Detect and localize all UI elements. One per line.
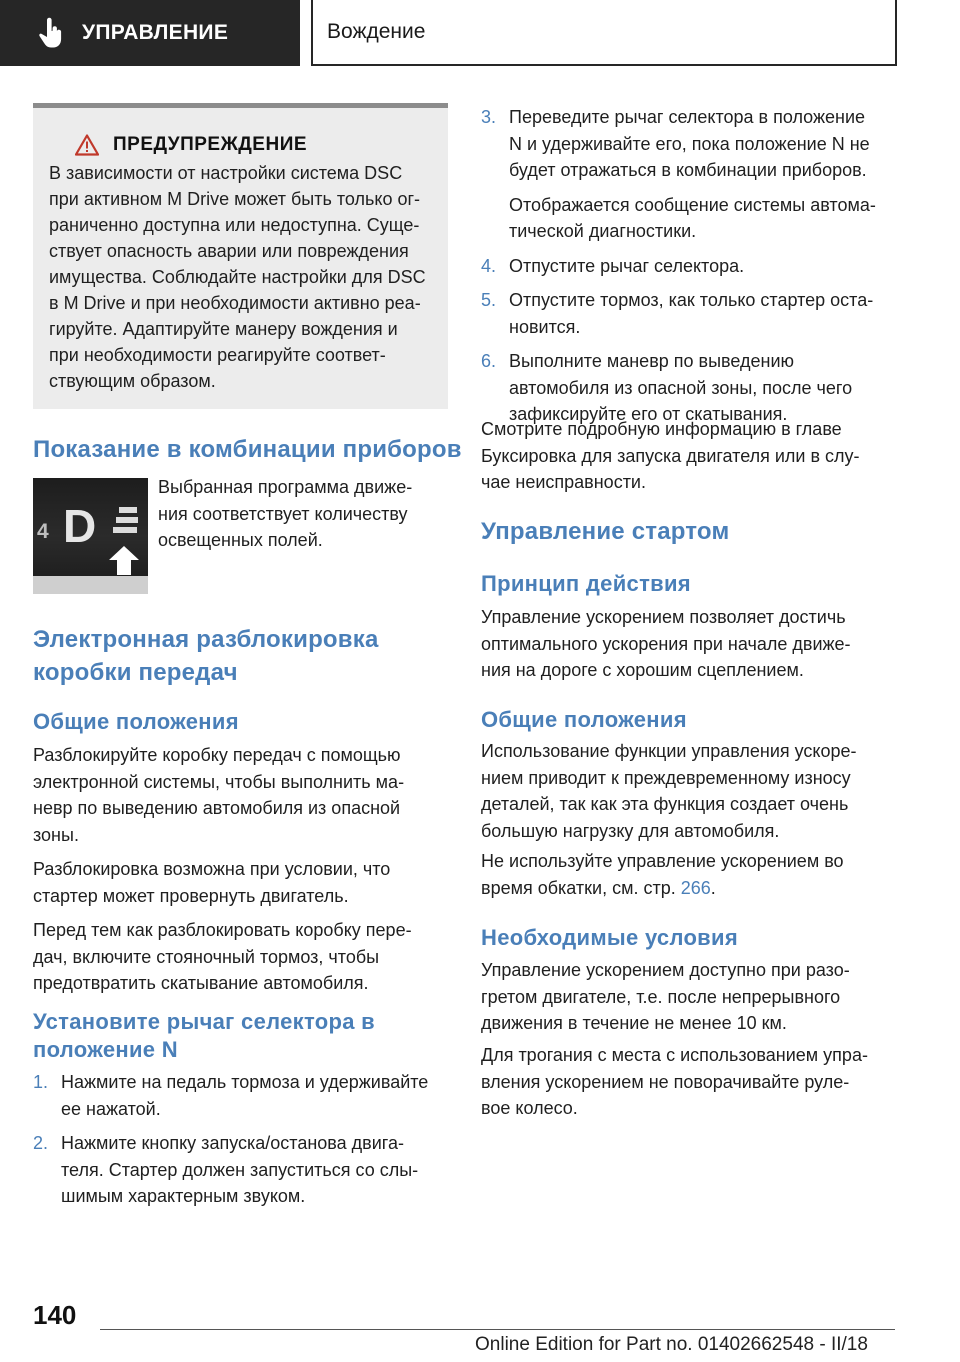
list-item: 2. Нажмите кнопку запуска/останова двига- теля. Стартер должен запуститься со слы- шимым характерным звуком. xyxy=(33,1133,419,1206)
chapter-label: Вождение xyxy=(327,20,426,43)
unlock-para-3: Перед тем как разблокировать коробку пере- дач, включите стояночный тормоз, чтобы предотвратить скатывание автомобиля. xyxy=(33,920,412,993)
selector-steps-right xyxy=(481,104,901,428)
launch-heading: Управление стартом xyxy=(481,518,730,545)
edition-text: Online Edition for Part no. 01402662548 - II/18 xyxy=(475,1334,868,1355)
warning-box xyxy=(33,103,448,409)
list-item: 5. Отпустите тормоз, как только стартер оста- новится. xyxy=(481,290,874,337)
selector-steps-left xyxy=(33,1069,453,1210)
conditions-text-2: Для трогания с места с использованием упра- вления ускорением не поворачивайте руле- вое колесо. xyxy=(481,1045,868,1118)
principle-heading: Принцип действия xyxy=(481,571,691,596)
warning-triangle-icon xyxy=(75,134,99,156)
unlock-para-1: Разблокируйте коробку передач с помощью электронной системы, чтобы выполнить ма- невр по выведению автомобиля из опасной зоны. xyxy=(33,745,405,845)
list-item: 4. Отпустите рычаг селектора. xyxy=(481,255,745,276)
warning-title-row xyxy=(49,134,436,156)
page-number: 140 xyxy=(33,1300,77,1330)
gear-number: 4 xyxy=(37,520,49,543)
selector-heading: Установите рычаг селектора в положение N xyxy=(33,1009,375,1062)
principle-text: Управление ускорением позволяет достичь оптимального ускорения при начале движе- ния на дороге с хорошим сцеплением. xyxy=(481,607,851,680)
instrument-cluster-image xyxy=(33,478,148,594)
hand-pointer-icon xyxy=(38,17,64,49)
page-link-266[interactable]: 266 xyxy=(680,877,711,898)
conditions-heading: Необходимые условия xyxy=(481,925,738,950)
display-heading: Показание в комбинации приборов xyxy=(33,436,462,463)
break-in-note: Не используйте управление ускорением во время обкатки, см. стр. 266. xyxy=(481,851,844,898)
towing-reference: Смотрите подробную информацию в главе Буксировка для запуска двигателя или в слу- чае неисправности. xyxy=(481,419,860,492)
section-tab xyxy=(0,0,300,66)
section-label: УПРАВЛЕНИЕ xyxy=(82,21,229,44)
list-item: 6. Выполните маневр по выведению автомобиля из опасной зоны, после чего зафиксируйте его от скатывания. xyxy=(481,351,853,424)
unlock-body xyxy=(33,742,448,997)
launch-general-heading: Общие положения xyxy=(481,707,687,732)
unlock-para-2: Разблокировка возможна при условии, что стартер может провернуть двигатель. xyxy=(33,859,391,906)
footer-divider xyxy=(100,1329,895,1330)
warning-title: ПРЕДУПРЕЖДЕНИЕ xyxy=(113,134,308,155)
conditions-text-1: Управление ускорением доступно при разо- гретом двигателе, т.е. после непрерывного движения в течение не менее 10 км. xyxy=(481,960,850,1033)
gear-letter: D xyxy=(63,500,97,552)
list-item: 1. Нажмите на педаль тормоза и удерживайте ее нажатой. xyxy=(33,1072,429,1119)
gear-display-icon xyxy=(33,478,148,594)
chapter-tab xyxy=(311,0,897,66)
unlock-heading: Электронная разблокировка коробки передач xyxy=(33,626,379,686)
display-description: Выбранная программа движе- ния соответствует количеству освещенных полей. xyxy=(158,477,413,550)
unlock-general-heading: Общие положения xyxy=(33,709,239,734)
list-item: 3. Переведите рычаг селектора в положение N и удерживайте его, пока положение N не будет отражаться в комбинации приборов. Отображается сообщение системы автома- тической диагностики. xyxy=(481,107,876,241)
warning-text: В зависимости от настройки система DSC при активном M Drive может быть только ог- раниченно доступна или недоступна. Суще- ствует опасность аварии или повреждения имущества. Соблюдайте настройки для DSC в M Drive и при необходимости активно реа- гируйте. Адаптируйте манеру вождения и при необходимости реагируйте соответ- ствующим образом. xyxy=(49,163,426,391)
launch-general-text: Использование функции управления ускоре- нием приводит к преждевременному износу деталей, так как эта функция создает очень большую нагрузку для автомобиля. xyxy=(481,741,857,841)
